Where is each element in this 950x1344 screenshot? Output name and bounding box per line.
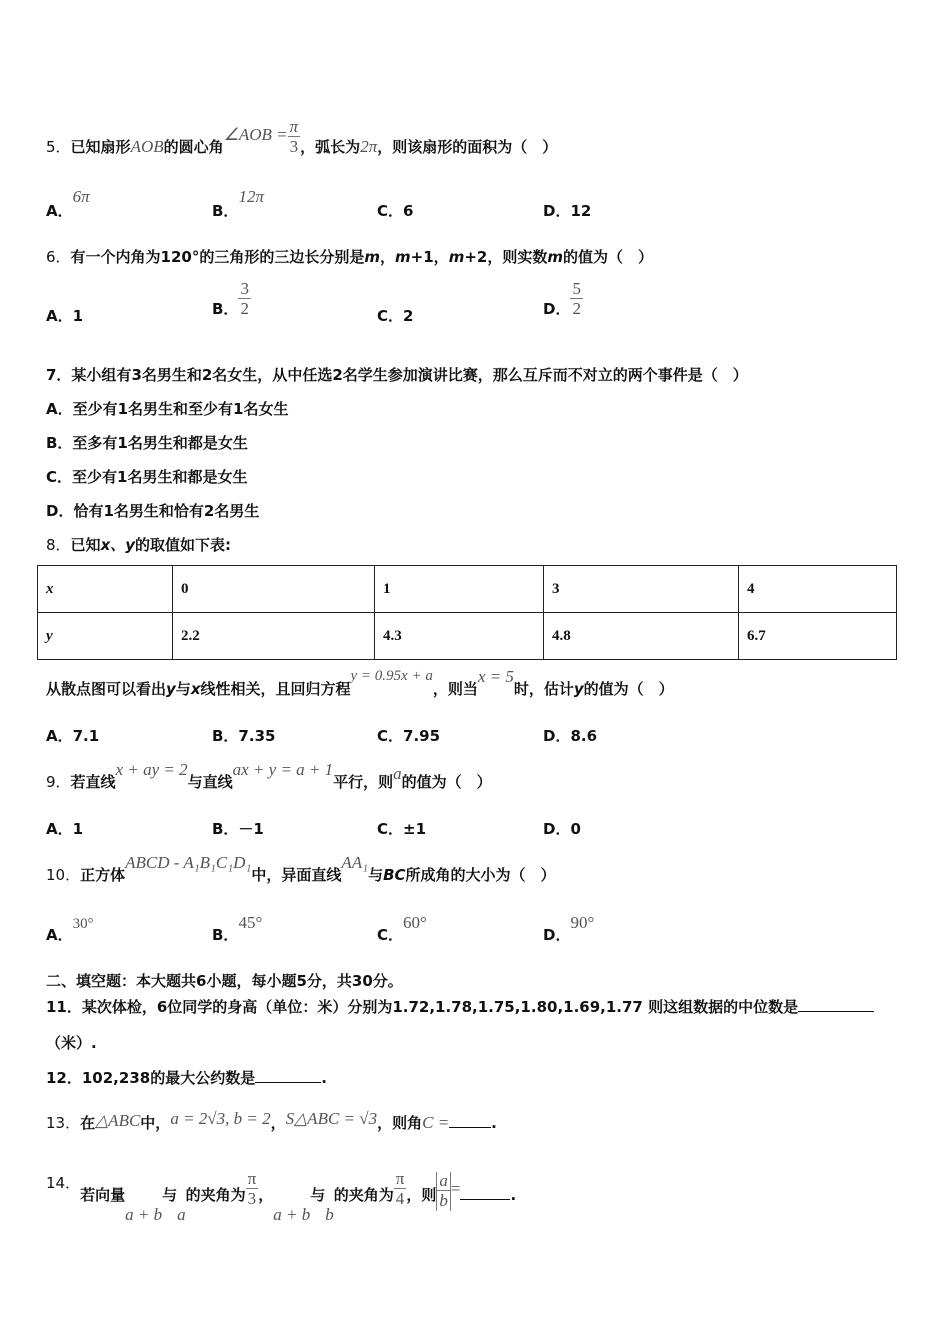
- q6-option-c[interactable]: C．2: [377, 307, 414, 325]
- ratio-fraction: $\frac{a}{b}$: [436, 1172, 451, 1211]
- q7-option-b[interactable]: B．至多有1名男生和都是女生: [46, 434, 248, 452]
- q10-stem: 10．正方体ABCD - A₁B₁C₁D₁中，异面直线AA₁与BC所成角的大小为（ ）: [46, 853, 556, 884]
- q10-option-d[interactable]: D．90°: [543, 913, 595, 944]
- q9-option-d[interactable]: D．0: [543, 820, 581, 838]
- q8-option-c[interactable]: C．7.95: [377, 727, 441, 745]
- answer-blank[interactable]: [449, 1113, 491, 1128]
- q5-option-b[interactable]: B．12π: [212, 187, 264, 220]
- table-row: y 2.2 4.3 4.8 6.7: [38, 613, 897, 660]
- q8-option-a[interactable]: A．7.1: [46, 727, 100, 745]
- q6-option-a[interactable]: A．1: [46, 307, 84, 325]
- answer-blank[interactable]: [460, 1185, 510, 1200]
- angle-fraction: $\frac{\pi}{3}$: [289, 117, 299, 156]
- sector-name: AOB: [130, 137, 164, 156]
- q7-stem: 7．某小组有3名男生和2名女生，从中任选2名学生参加演讲比赛，那么互斥而不对立的两个事件是（ ）: [46, 366, 748, 384]
- q12-stem: 12．102,238的最大公约数是 .: [46, 1069, 327, 1087]
- q8-option-b[interactable]: B．7.35: [212, 727, 276, 745]
- q6-option-b[interactable]: B． $\frac{3}{2}$: [212, 279, 249, 318]
- table-row: x 0 1 3 4: [38, 566, 897, 613]
- q11-stem: 11．某次体检，6位同学的身高（单位：米）分别为1.72,1.78,1.75,1.80,1.69,1.77 则这组数据的中位数是: [46, 996, 874, 1017]
- q8-option-d[interactable]: D．8.6: [543, 727, 598, 745]
- arc-length: 2π: [360, 137, 378, 156]
- q9-option-a[interactable]: A．1: [46, 820, 84, 838]
- q5-option-c[interactable]: C．6: [377, 202, 414, 220]
- q5-option-a[interactable]: A．6π: [46, 187, 90, 220]
- q6-option-d[interactable]: D． $\frac{5}{2}$: [543, 279, 581, 318]
- q9-option-c[interactable]: C．±1: [377, 820, 427, 838]
- q13-stem: 13．在△ABC中，a = 2√3, b = 2，S△ABC = √3，则角C = .: [46, 1109, 497, 1132]
- q8-stem: 8．已知x、y的取值如下表:: [46, 536, 232, 554]
- q8-line2: 从散点图可以看出y与x线性相关，且回归方程y = 0.95x + a，则当x = 5时，估计y的值为（ ）: [46, 667, 674, 698]
- q10-option-b[interactable]: B．45°: [212, 913, 263, 944]
- q5-option-d[interactable]: D．12: [543, 202, 592, 220]
- answer-blank[interactable]: [255, 1068, 321, 1083]
- q10-option-a[interactable]: A．30°: [46, 916, 94, 944]
- xy-value-table: [37, 565, 897, 660]
- q14-stem: 14．若向量a + b与a的夹角为 $\frac{\pi}{3}$ ，a + b与b的夹角为 $\frac{\pi}{4}$ ，则 $\frac{a}{b}$ = .: [46, 1169, 517, 1224]
- q7-option-d[interactable]: D．恰有1名男生和恰有2名男生: [46, 502, 260, 520]
- section-title: 二、填空题：本大题共6小题，每小题5分，共30分。: [46, 972, 403, 990]
- answer-blank[interactable]: [798, 997, 874, 1012]
- q9-stem: 9．若直线x + ay = 2与直线ax + y = a + 1平行，则a的值为（ ）: [46, 760, 492, 791]
- central-angle: ∠AOB =: [223, 125, 288, 144]
- q9-option-b[interactable]: B．－1: [212, 820, 264, 838]
- q5-number: 5．: [46, 138, 71, 156]
- q7-option-a[interactable]: A．至少有1名男生和至少有1名女生: [46, 400, 289, 418]
- regression-equation: y = 0.95x + a: [350, 668, 433, 684]
- q6-line: 6．有一个内角为120°的三角形的三边长分别是m，m+1，m+2，则实数m的值为（ ）: [46, 248, 653, 266]
- q7-option-c[interactable]: C．至少有1名男生和都是女生: [46, 468, 248, 486]
- q11-unit: （米）.: [46, 1034, 97, 1052]
- q5-line: 5．已知扇形AOB的圆心角∠AOB = $\frac{\pi}{3}$ ，弧长为2π，则该扇形的面积为（ ）: [46, 117, 558, 156]
- q10-option-c[interactable]: C．60°: [377, 913, 427, 944]
